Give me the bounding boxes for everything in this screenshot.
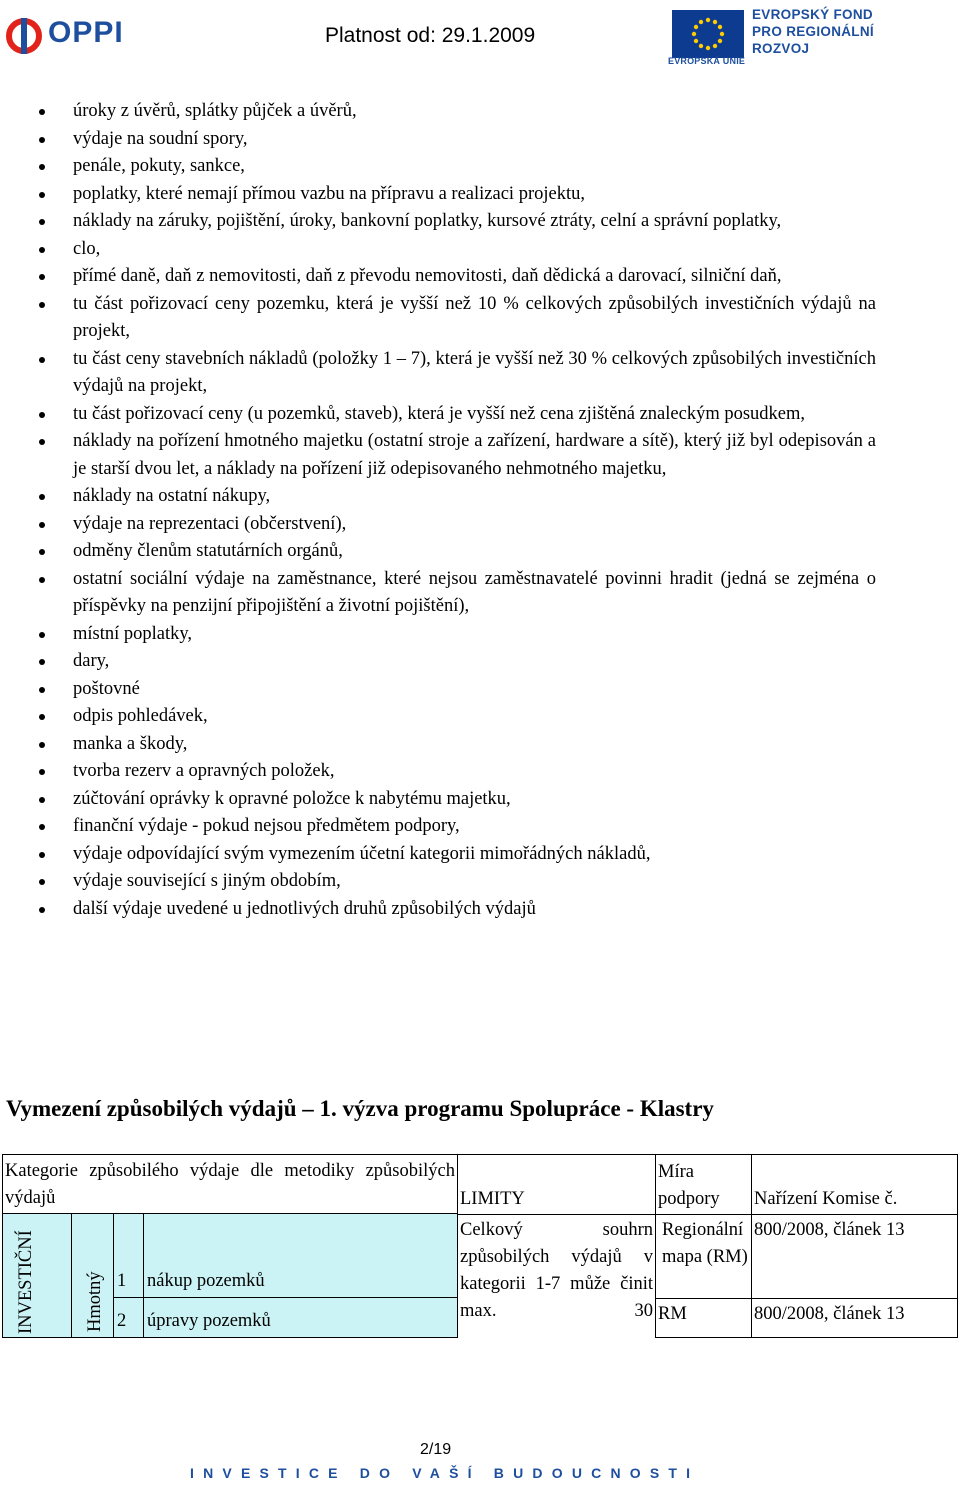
bullet-icon — [39, 219, 45, 225]
row-2-regulation — [752, 1298, 958, 1338]
row-2-name — [144, 1298, 458, 1338]
row-regulation-text: 800/2008, článek 13 — [754, 1220, 905, 1240]
row-num-text: 2 — [117, 1311, 127, 1331]
bullet-icon — [39, 879, 45, 885]
list-item-text: odpis pohledávek, — [73, 706, 208, 726]
bullet-icon — [39, 687, 45, 693]
header-measure-text: Míra podpory — [658, 1162, 720, 1209]
row-1-name — [144, 1214, 458, 1298]
subgroup-tangible-label: Hmotný — [85, 1271, 105, 1332]
list-item — [0, 676, 960, 704]
list-item — [0, 868, 960, 896]
list-item — [0, 813, 960, 841]
group-investment-label: INVESTIČNÍ — [16, 1230, 36, 1334]
bullet-icon — [39, 632, 45, 638]
bullet-icon — [39, 549, 45, 555]
row-name-text: nákup pozemků — [147, 1271, 265, 1291]
bullet-icon — [39, 164, 45, 170]
row-1-measure — [656, 1214, 752, 1298]
bullet-icon — [39, 302, 45, 308]
header-limits-text: LIMITY — [460, 1189, 525, 1209]
list-item-text: odměny členům statutárních orgánů, — [73, 541, 343, 561]
eu-label: EVROPSKÁ UNIE — [668, 56, 746, 66]
row-regulation-text: 800/2008, článek 13 — [754, 1304, 905, 1324]
list-item — [0, 841, 960, 869]
list-item-text: výdaje odpovídající svým vymezením účetní kategorii mimořádných nákladů, — [73, 843, 651, 864]
bullet-icon — [39, 852, 45, 858]
header-measure — [656, 1154, 752, 1214]
page-header — [0, 0, 960, 80]
bullet-icon — [39, 742, 45, 748]
list-item-text: náklady na pořízení hmotného majetku (ostatní stroje a zařízení, hardware a sítě), který již byl odepisován a je starší dvou let, a náklady na pořízení již odepisovaného nehmotného majetku, — [73, 431, 876, 479]
header-limits — [458, 1154, 656, 1214]
list-item-text: výdaje související s jiným obdobím, — [73, 871, 341, 891]
list-item — [0, 511, 960, 539]
list-item — [0, 621, 960, 649]
bullet-icon — [39, 824, 45, 830]
bullet-icon — [39, 714, 45, 720]
header-category — [2, 1154, 458, 1214]
fund-line: EVROPSKÝ FOND — [752, 7, 873, 22]
ineligible-expenses-list — [0, 98, 960, 923]
list-item-text: tvorba rezerv a opravných položek, — [73, 761, 335, 781]
bullet-icon — [39, 494, 45, 500]
list-item — [0, 758, 960, 786]
header-regulation-text: Nařízení Komise č. — [754, 1189, 898, 1209]
list-item-text: poštovné — [73, 678, 140, 699]
list-item-text: poplatky, které nemají přímou vazbu na přípravu a realizaci projektu, — [73, 183, 585, 204]
list-item — [0, 648, 960, 676]
list-item — [0, 703, 960, 731]
bullet-icon — [39, 797, 45, 803]
list-item-text: penále, pokuty, sankce, — [73, 156, 245, 176]
row-name-text: úpravy pozemků — [147, 1311, 271, 1331]
validity-date: Platnost od: 29.1.2009 — [325, 24, 536, 47]
bullet-icon — [39, 439, 45, 445]
bullet-icon — [39, 192, 45, 198]
fund-line: ROZVOJ — [752, 41, 810, 56]
oppi-logo-text: OPPI — [48, 16, 124, 49]
list-item-text: přímé daně, daň z nemovitosti, daň z převodu nemovitosti, daň dědická a darovací, silniční daň, — [73, 266, 782, 286]
list-item — [0, 566, 960, 621]
list-item-text: tu část pořizovací ceny pozemku, která je vyšší než 10 % celkových způsobilých investičních výdajů na projekt, — [73, 293, 876, 341]
bullet-icon — [39, 412, 45, 418]
bullet-icon — [39, 357, 45, 363]
list-item — [0, 98, 960, 126]
eu-flag-icon — [672, 10, 744, 58]
list-item-text: clo, — [73, 238, 101, 259]
list-item — [0, 208, 960, 236]
bullet-icon — [39, 577, 45, 583]
bullet-icon — [39, 109, 45, 115]
row-2-measure — [656, 1298, 752, 1338]
page-number: 2/19 — [420, 1441, 452, 1458]
list-item — [0, 263, 960, 291]
row-1-num — [114, 1214, 144, 1298]
bullet-icon — [39, 907, 45, 913]
row-1-regulation — [752, 1214, 958, 1298]
subgroup-tangible — [72, 1214, 114, 1338]
list-item — [0, 126, 960, 154]
list-item — [0, 346, 960, 401]
bullet-icon — [39, 137, 45, 143]
list-item-text: manka a škody, — [73, 733, 188, 754]
limit-cell — [458, 1214, 656, 1338]
fund-line: PRO REGIONÁLNÍ — [752, 24, 874, 39]
list-item-text: ostatní sociální výdaje na zaměstnance, které nejsou zaměstnavatelé povinni hradit (jedná se zejména o příspěvky na penzijní připojištění a životní pojištění), — [73, 568, 876, 616]
list-item-text: místní poplatky, — [73, 623, 193, 644]
fund-name — [752, 6, 874, 57]
bullet-icon — [39, 247, 45, 253]
list-item — [0, 428, 960, 483]
list-item-text: náklady na záruky, pojištění, úroky, bankovní poplatky, kursové ztráty, celní a správní poplatky, — [73, 211, 782, 231]
bullet-icon — [39, 522, 45, 528]
bullet-icon — [39, 659, 45, 665]
list-item — [0, 731, 960, 759]
bullet-icon — [39, 274, 45, 280]
list-item — [0, 153, 960, 181]
list-item — [0, 236, 960, 264]
list-item — [0, 181, 960, 209]
list-item — [0, 401, 960, 429]
list-item — [0, 538, 960, 566]
list-item-text: výdaje na reprezentaci (občerstvení), — [73, 513, 347, 534]
row-2-num — [114, 1298, 144, 1338]
list-item-text: výdaje na soudní spory, — [73, 128, 248, 149]
list-item-text: zúčtování oprávky k opravné položce k nabytému majetku, — [73, 788, 511, 809]
list-item — [0, 896, 960, 924]
list-item-text: dary, — [73, 651, 110, 671]
list-item-text: tu část ceny stavebních nákladů (položky 1 – 7), která je vyšší než 30 % celkových způsobilých investičních výdajů na projekt, — [73, 348, 876, 396]
bullet-icon — [39, 769, 45, 775]
row-num-text: 1 — [117, 1271, 127, 1291]
header-regulation — [752, 1154, 958, 1214]
group-investment — [2, 1214, 72, 1338]
list-item — [0, 786, 960, 814]
row-measure-text: Regionální mapa (RM) — [662, 1220, 748, 1267]
section-title: Vymezení způsobilých výdajů – 1. výzva programu Spolupráce - Klastry — [6, 1096, 714, 1121]
list-item-text: úroky z úvěrů, splátky půjček a úvěrů, — [73, 101, 357, 121]
list-item — [0, 291, 960, 346]
header-category-text: Kategorie způsobilého výdaje dle metodiky způsobilých výdajů — [5, 1161, 455, 1208]
footer-motto: INVESTICE DO VAŠÍ BUDOUCNOSTI — [190, 1465, 700, 1481]
list-item-text: náklady na ostatní nákupy, — [73, 486, 271, 506]
list-item-text: finanční výdaje - pokud nejsou předmětem podpory, — [73, 816, 460, 836]
list-item-text: tu část pořizovací ceny (u pozemků, staveb), která je vyšší než cena zjištěná znaleckým posudkem, — [73, 403, 806, 424]
expenses-table — [2, 1154, 958, 1338]
list-item — [0, 483, 960, 511]
limit-text: Celkový souhrn způsobilých výdajů v kategorii 1-7 může činit max. 30 — [460, 1220, 653, 1321]
list-item-text: další výdaje uvedené u jednotlivých druhů způsobilých výdajů — [73, 898, 536, 919]
row-measure-text: RM — [658, 1304, 687, 1324]
